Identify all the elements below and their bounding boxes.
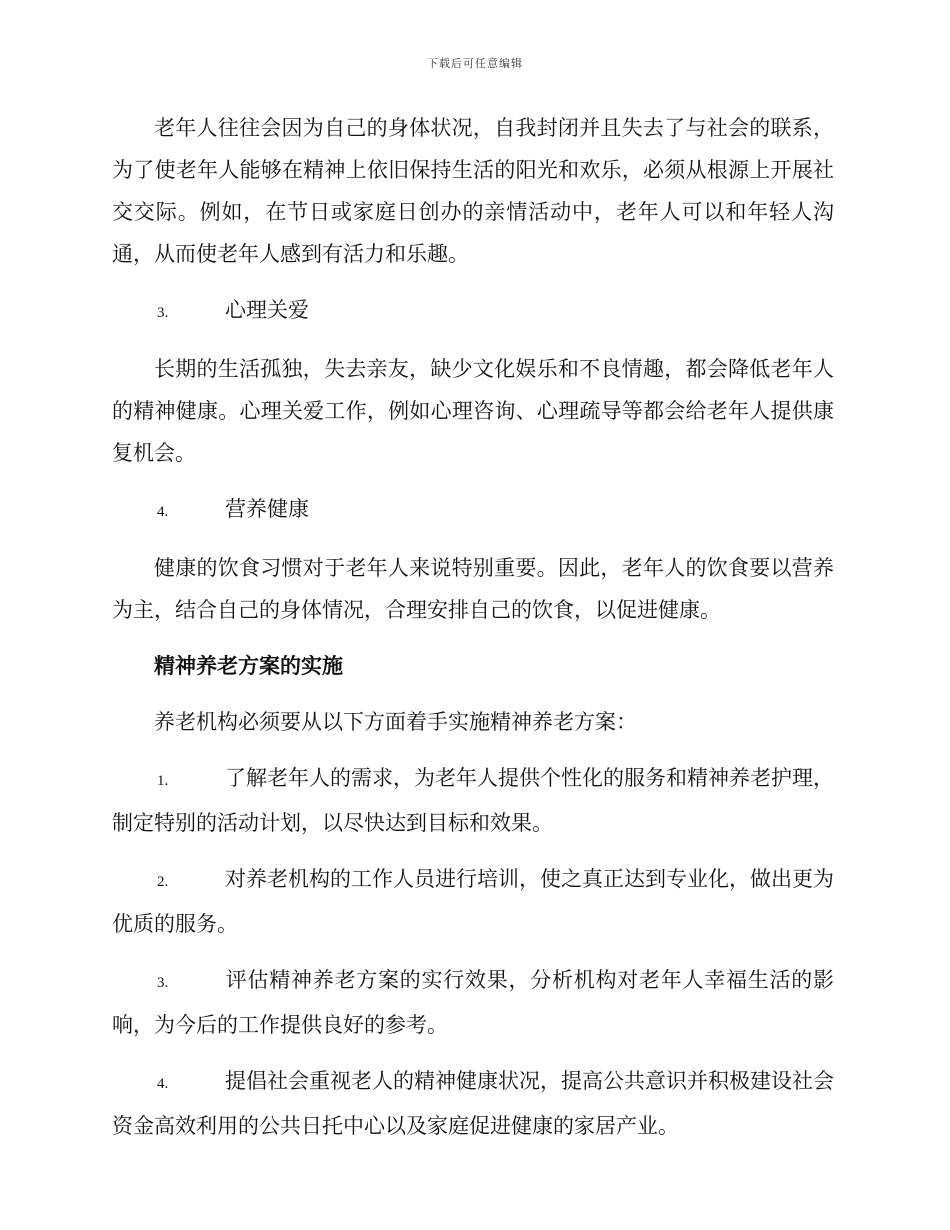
section-heading: 精神养老方案的实施 — [154, 654, 343, 678]
step-text: 提倡社会重视老人的精神健康状况，提高公共意识并积极建设社会资金高效利用的公共日托中心以及家庭促进健康的家居产业。 — [112, 1069, 834, 1138]
list-item-psychological-care — [112, 289, 834, 334]
list-item-title: 营养健康 — [225, 497, 309, 521]
step-item — [112, 1060, 834, 1147]
paragraph-social: 老年人往往会因为自己的身体状况，自我封闭并且失去了与社会的联系，为了使老年人能够在精神上依旧保持生活的阳光和欢乐，必须从根源上开展社交交际。例如，在节日或家庭日创办的亲情活动中，老年人可以和年轻人沟通，从而使老年人感到有活力和乐趣。 — [112, 116, 834, 266]
list-item-nutrition — [112, 488, 834, 533]
paragraph-intro: 养老机构必须要从以下方面着手实施精神养老方案： — [154, 710, 637, 734]
header-note: 下载后可任意编辑 — [427, 57, 523, 70]
paragraph-psychological: 长期的生活孤独，失去亲友，缺少文化娱乐和不良情趣，都会降低老年人的精神健康。心理关爱工作，例如心理咨询、心理疏导等都会给老年人提供康复机会。 — [112, 357, 834, 465]
document-body — [112, 107, 834, 1161]
step-number: 2. — [157, 874, 169, 890]
step-text: 了解老年人的需求，为老年人提供个性化的服务和精神养老护理，制定特别的活动计划，以尽快达到目标和效果。 — [112, 766, 834, 835]
step-text: 评估精神养老方案的实行效果，分析机构对老年人幸福生活的影响，为今后的工作提供良好的参考。 — [112, 968, 834, 1037]
list-number: 3. — [157, 305, 169, 321]
paragraph-nutrition: 健康的饮食习惯对于老年人来说特别重要。因此，老年人的饮食要以营养为主，结合自己的身体情况，合理安排自己的饮食，以促进健康。 — [112, 556, 834, 622]
step-number: 1. — [157, 773, 169, 789]
list-item-title: 心理关爱 — [225, 298, 309, 322]
list-number: 4. — [157, 504, 169, 520]
step-number: 4. — [157, 1076, 169, 1092]
step-text: 对养老机构的工作人员进行培训，使之真正达到专业化，做出更为优质的服务。 — [112, 867, 834, 936]
step-number: 3. — [157, 975, 169, 991]
step-item — [112, 959, 834, 1046]
step-item — [112, 757, 834, 844]
step-item — [112, 858, 834, 945]
